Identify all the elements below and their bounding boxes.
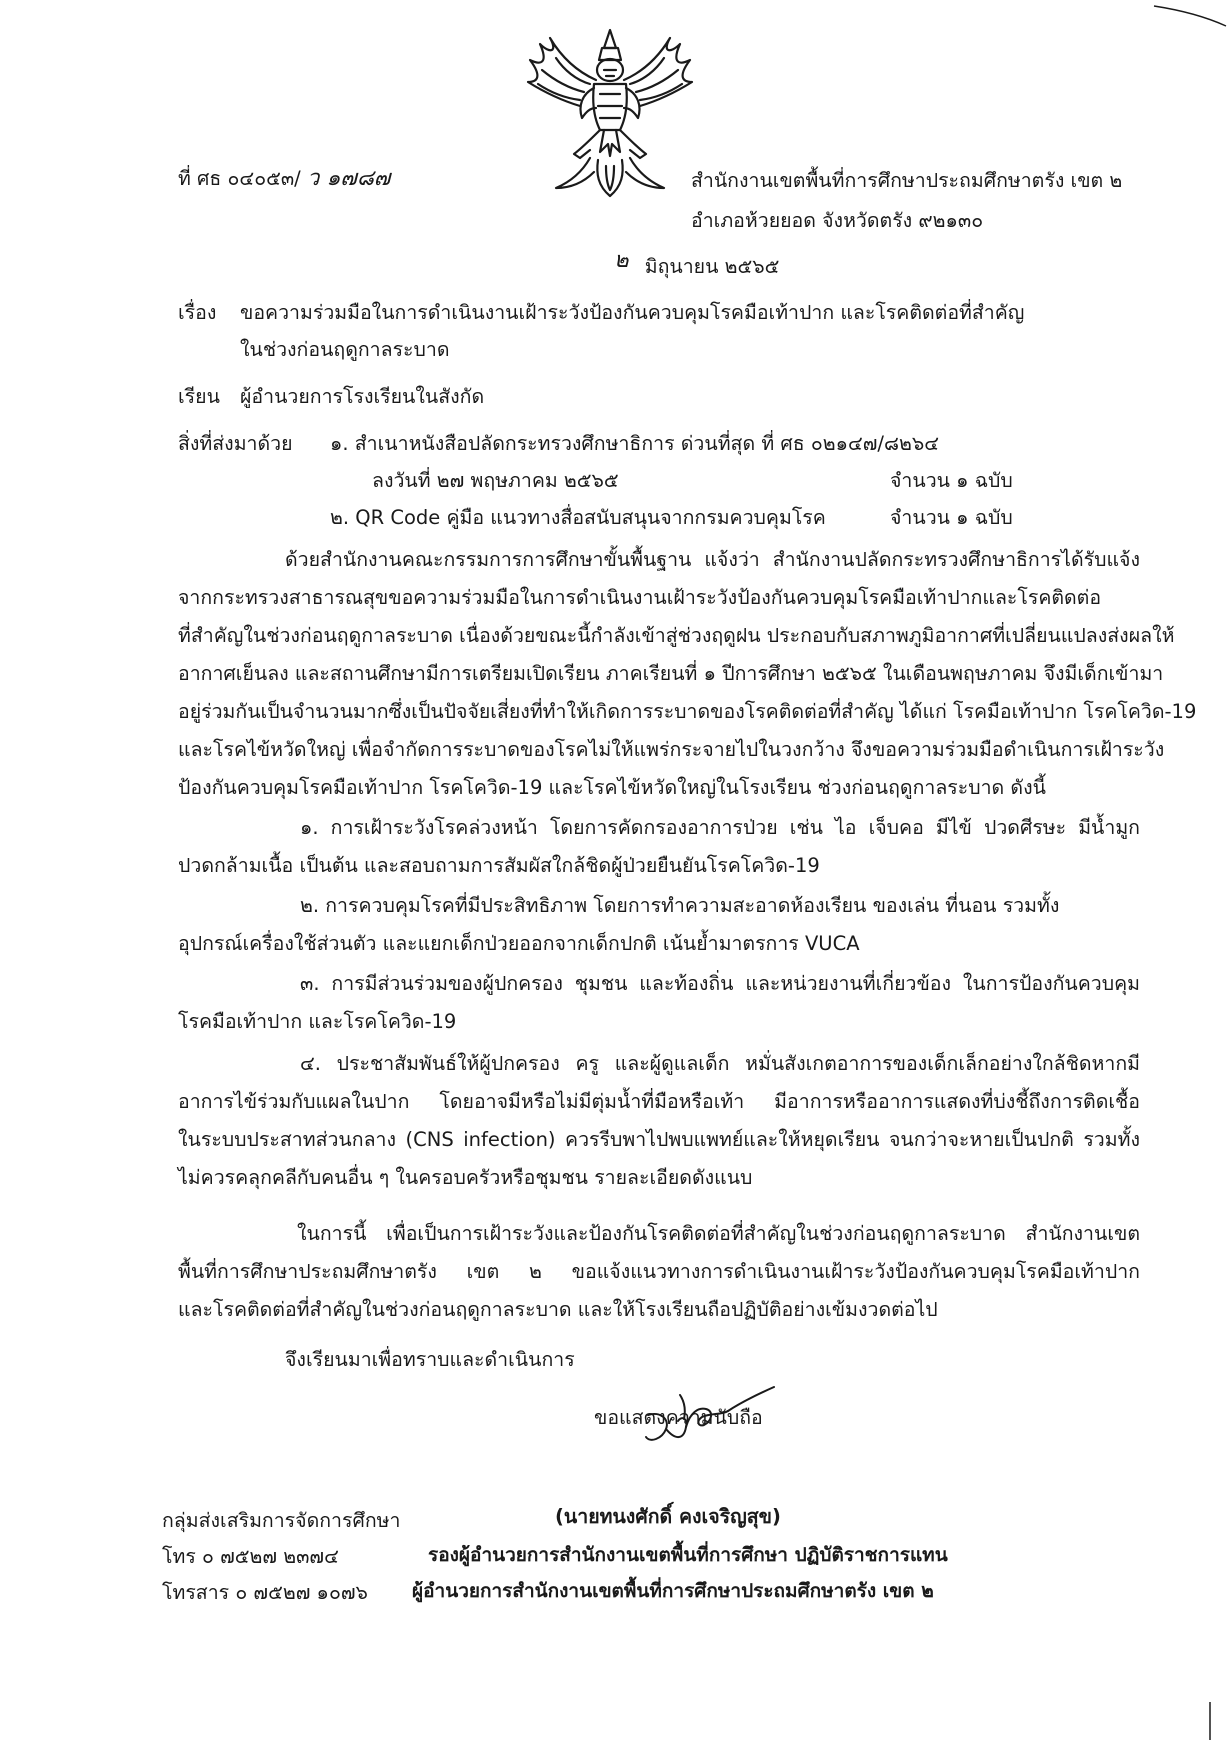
- closing-line: จึงเรียนมาเพื่อทราบและดำเนินการ: [285, 1348, 575, 1371]
- paragraph-1-line: และโรคไข้หวัดใหญ่ เพื่อจำกัดการระบาดของโรคไม่ให้แพร่กระจายไปในวงกว้าง จึงขอความร่วมมือดำเนินการเฝ้าระวัง: [178, 738, 1165, 761]
- item-2-line: อุปกรณ์เครื่องใช้ส่วนตัว และแยกเด็กป่วยออกจากเด็กปกติ เน้นย้ำมาตรการ VUCA: [178, 932, 860, 955]
- garuda-emblem-icon: [520, 22, 700, 200]
- item-1-line: ปวดกล้ามเนื้อ เป็นต้น และสอบถามการสัมผัสใกล้ชิดผู้ป่วยยืนยันโรคโควิด-19: [178, 854, 820, 877]
- paragraph-1-line: ด้วยสำนักงานคณะกรรมการการศึกษาขั้นพื้นฐาน แจ้งว่า สำนักงานปลัดกระทรวงศึกษาธิการได้รับแจ้ง: [285, 548, 1140, 571]
- scan-mark-bottom: [1205, 1700, 1215, 1741]
- office-name: สำนักงานเขตพื้นที่การศึกษาประถมศึกษาตรัง เขต ๒: [691, 169, 1123, 192]
- paragraph-1-line: จากกระทรวงสาธารณสุขขอความร่วมมือในการดำเนินงานเฝ้าระวังป้องกันควบคุมโรคมือเท้าปากและโรคติดต่อ: [178, 586, 1102, 609]
- office-address: อำเภอห้วยยอด จังหวัดตรัง ๙๒๑๓๐: [691, 209, 984, 232]
- paragraph-2-line: พื้นที่การศึกษาประถมศึกษาตรัง เขต ๒ ขอแจ้งแนวทางการดำเนินงานเฝ้าระวังป้องกันควบคุมโรคมือเท้าปาก: [178, 1260, 1140, 1283]
- paragraph-2-line: และโรคติดต่อที่สำคัญในช่วงก่อนฤดูกาลระบาด และให้โรงเรียนถือปฏิบัติอย่างเข้มงวดต่อไป: [178, 1298, 938, 1321]
- item-4-line: อาการไข้ร่วมกับแผลในปาก โดยอาจมีหรือไม่มีตุ่มน้ำที่มือหรือเท้า มีอาการหรืออาการแสดงที่บ่งชี้ถึงการติดเชื้อ: [178, 1090, 1140, 1113]
- date-month-year: มิถุนายน ๒๕๖๕: [644, 255, 780, 278]
- attachments-label: สิ่งที่ส่งมาด้วย: [178, 432, 293, 455]
- item-3-line: ๓. การมีส่วนร่วมของผู้ปกครอง ชุมชน และท้องถิ่น และหน่วยงานที่เกี่ยวข้อง ในการป้องกันควบคุม: [300, 972, 1140, 995]
- subject-line-2: ในช่วงก่อนฤดูกาลระบาด: [240, 338, 450, 361]
- department-name: กลุ่มส่งเสริมการจัดการศึกษา: [162, 1509, 401, 1532]
- paragraph-1-line: อยู่ร่วมกันเป็นจำนวนมากซึ่งเป็นปัจจัยเสี่ยงที่ทำให้เกิดการระบาดของโรคติดต่อที่สำคัญ ได้แก่ โรคมือเท้าปาก โรคโควิด-19: [178, 700, 1197, 723]
- document-number-prefix: ที่ ศธ ๐๔๐๕๓/: [178, 167, 301, 190]
- paragraph-1-line: ที่สำคัญในช่วงก่อนฤดูกาลระบาด เนื่องด้วยขณะนี้กำลังเข้าสู่ช่วงฤดูฝน ประกอบกับสภาพภูมิอากาศที่เปลี่ยนแปลงส่งผลให้: [178, 624, 1175, 647]
- signatory-position-line-2: ผู้อำนวยการสำนักงานเขตพื้นที่การศึกษาประถมศึกษาตรัง เขต ๒: [412, 1580, 934, 1602]
- item-1-line: ๑. การเฝ้าระวังโรคล่วงหน้า โดยการคัดกรองอาการป่วย เช่น ไอ เจ็บคอ มีไข้ ปวดศีรษะ มีน้ำมูก: [300, 816, 1140, 839]
- item-3-line: โรคมือเท้าปาก และโรคโควิด-19: [178, 1010, 457, 1033]
- item-4-line: ไม่ควรคลุกคลีกับคนอื่น ๆ ในครอบครัวหรือชุมชน รายละเอียดดังแนบ: [178, 1166, 753, 1189]
- document-number-handwritten: ว ๑๗๘๗: [306, 166, 391, 191]
- item-2-line: ๒. การควบคุมโรคที่มีประสิทธิภาพ โดยการทำความสะอาดห้องเรียน ของเล่น ที่นอน รวมทั้ง: [300, 894, 1060, 917]
- salutation-value: ผู้อำนวยการโรงเรียนในสังกัด: [240, 385, 485, 408]
- document-date: [614, 248, 779, 283]
- regards-text: ขอแสดงความนับถือ: [594, 1406, 763, 1429]
- phone-number: โทร ๐ ๗๕๒๗ ๒๓๗๔: [162, 1545, 339, 1568]
- attachment-1-line-1: ๑. สำเนาหนังสือปลัดกระทรวงศึกษาธิการ ด่วนที่สุด ที่ ศธ ๐๒๑๔๗/๘๒๖๔: [330, 432, 940, 455]
- date-day-handwritten: ๒: [614, 248, 629, 273]
- attachment-1-quantity: จำนวน ๑ ฉบับ: [890, 469, 1013, 492]
- scan-mark-corner: [1150, 0, 1228, 30]
- signatory-name: (นายทนงศักดิ์ คงเจริญสุข): [555, 1505, 781, 1528]
- salutation-label: เรียน: [178, 385, 220, 408]
- attachment-1-line-2: ลงวันที่ ๒๗ พฤษภาคม ๒๕๖๕: [372, 469, 619, 492]
- attachment-2-quantity: จำนวน ๑ ฉบับ: [890, 506, 1013, 529]
- paragraph-2-line: ในการนี้ เพื่อเป็นการเฝ้าระวังและป้องกันโรคติดต่อที่สำคัญในช่วงก่อนฤดูกาลระบาด สำนักงานเขต: [297, 1222, 1140, 1245]
- paragraph-1-line: อากาศเย็นลง และสถานศึกษามีการเตรียมเปิดเรียน ภาคเรียนที่ ๑ ปีการศึกษา ๒๕๖๕ ในเดือนพฤษภาคม จึงมีเด็กเข้ามา: [178, 662, 1164, 685]
- paragraph-1-line: ป้องกันควบคุมโรคมือเท้าปาก โรคโควิด-19 และโรคไข้หวัดใหญ่ในโรงเรียน ช่วงก่อนฤดูกาลระบาด ดังนี้: [178, 776, 1046, 799]
- item-4-line: ๔. ประชาสัมพันธ์ให้ผู้ปกครอง ครู และผู้ดูแลเด็ก หมั่นสังเกตอาการของเด็กเล็กอย่างใกล้ชิดหากมี: [300, 1052, 1140, 1075]
- signatory-position-line-1: รองผู้อำนวยการสำนักงานเขตพื้นที่การศึกษา ปฏิบัติราชการแทน: [428, 1544, 948, 1566]
- document-number: [178, 160, 390, 195]
- fax-number: โทรสาร ๐ ๗๕๒๗ ๑๐๗๖: [162, 1581, 368, 1604]
- item-4-line: ในระบบประสาทส่วนกลาง (CNS infection) ควรรีบพาไปพบแพทย์และให้หยุดเรียน จนกว่าจะหายเป็นปกติ รวมทั้ง: [178, 1128, 1140, 1151]
- subject-label: เรื่อง: [178, 301, 217, 324]
- signature-image: [640, 1385, 780, 1455]
- subject-line-1: ขอความร่วมมือในการดำเนินงานเฝ้าระวังป้องกันควบคุมโรคมือเท้าปาก และโรคติดต่อที่สำคัญ: [240, 301, 1025, 324]
- attachment-2: ๒. QR Code คู่มือ แนวทางสื่อสนับสนุนจากกรมควบคุมโรค: [330, 506, 826, 529]
